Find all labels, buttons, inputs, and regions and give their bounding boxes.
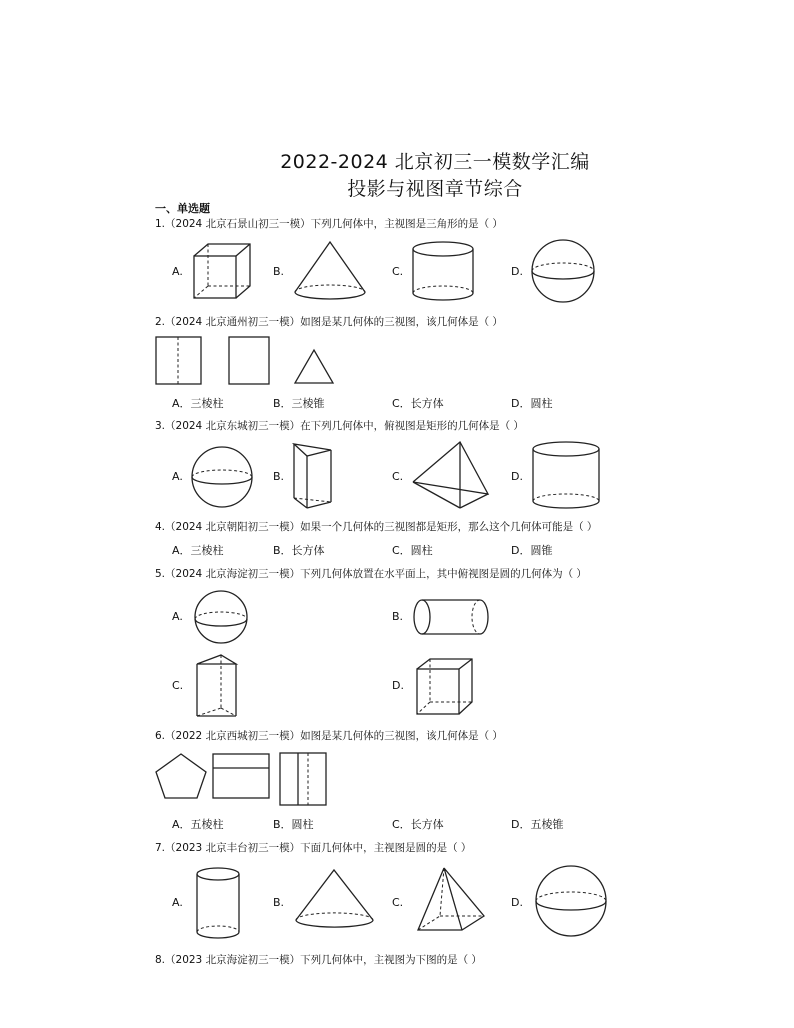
q4-option-a: A．三棱柱 [172, 544, 224, 557]
cone-figure [292, 240, 372, 302]
pentagon-view [153, 752, 209, 800]
q4-option-c: C．圆柱 [392, 544, 433, 557]
question-5-stem: 5.（2024 北京海淀初三一模）下列几何体放置在水平面上，其中俯视图是圆的几何体为（ ） [155, 568, 587, 580]
sphere-figure [530, 238, 596, 304]
top-view-triangle [293, 348, 337, 386]
section-heading: 一、单选题 [155, 202, 210, 215]
sphere-figure [193, 590, 251, 646]
triangular-prism-figure [291, 440, 337, 512]
sphere-figure [534, 864, 608, 938]
q3-label-c: C. [392, 470, 404, 483]
q4-option-b: B．长方体 [273, 544, 325, 557]
document-subtitle: 投影与视图章节综合 [347, 178, 523, 200]
question-7-stem: 7.（2023 北京丰台初三一模）下面几何体中，主视图是圆的是（ ） [155, 842, 472, 854]
q7-label-b: B. [273, 896, 285, 909]
q5-label-c: C. [172, 679, 184, 692]
q4-option-d: D．圆锥 [511, 544, 553, 557]
cone-figure [293, 868, 377, 930]
q5-label-b: B. [392, 610, 404, 623]
q2-option-d: D．圆柱 [511, 397, 553, 410]
q7-label-a: A. [172, 896, 183, 909]
q2-option-a: A．三棱柱 [172, 397, 224, 410]
q5-label-a: A. [172, 610, 183, 623]
q1-label-b: B. [273, 265, 285, 278]
front-view-rectangle [155, 336, 203, 386]
q3-label-b: B. [273, 470, 285, 483]
q2-option-c: C．长方体 [392, 397, 444, 410]
q6-option-c: C．长方体 [392, 818, 444, 831]
q1-label-a: A. [172, 265, 183, 278]
q2-option-b: B．三棱锥 [273, 397, 325, 410]
question-3-stem: 3.（2024 北京东城初三一模）在下列几何体中，俯视图是矩形的几何体是（ ） [155, 420, 524, 432]
rectangle-view-dashed [279, 752, 329, 808]
q6-option-b: B．圆柱 [273, 818, 314, 831]
question-1-stem: 1.（2024 北京石景山初三一模）下列几何体中，主视图是三角形的是（ ） [155, 218, 503, 230]
question-6-stem: 6.（2022 北京西城初三一模）如图是某几何体的三视图，该几何体是（ ） [155, 730, 503, 742]
q7-label-d: D. [511, 896, 523, 909]
q6-option-d: D．五棱锥 [511, 818, 564, 831]
document-title: 2022-2024 北京初三一模数学汇编 [280, 151, 590, 173]
horizontal-cylinder-figure [412, 598, 492, 638]
question-8-stem: 8.（2023 北京海淀初三一模）下列几何体中，主视图为下图的是（ ） [155, 954, 482, 966]
triangular-prism-figure [194, 652, 246, 722]
cube-figure [190, 240, 260, 302]
cylinder-figure [410, 240, 480, 304]
cube-figure [414, 656, 476, 718]
rectangle-view [212, 752, 272, 800]
q1-label-d: D. [511, 265, 523, 278]
q5-label-d: D. [392, 679, 404, 692]
cylinder-figure [194, 866, 242, 942]
question-4-stem: 4.（2024 北京朝阳初三一模）如果一个几何体的三视图都是矩形，那么这个几何体可能是（ ） [155, 521, 598, 533]
cylinder-figure [530, 440, 602, 512]
triangular-pyramid-figure [410, 440, 492, 512]
question-2-stem: 2.（2024 北京通州初三一模）如图是某几何体的三视图，该几何体是（ ） [155, 316, 503, 328]
q6-option-a: A．五棱柱 [172, 818, 224, 831]
q3-label-d: D. [511, 470, 523, 483]
q3-label-a: A. [172, 470, 183, 483]
q7-label-c: C. [392, 896, 404, 909]
side-view-rectangle [228, 336, 272, 386]
sphere-figure [188, 446, 256, 508]
pyramid-figure [414, 866, 488, 936]
q1-label-c: C. [392, 265, 404, 278]
